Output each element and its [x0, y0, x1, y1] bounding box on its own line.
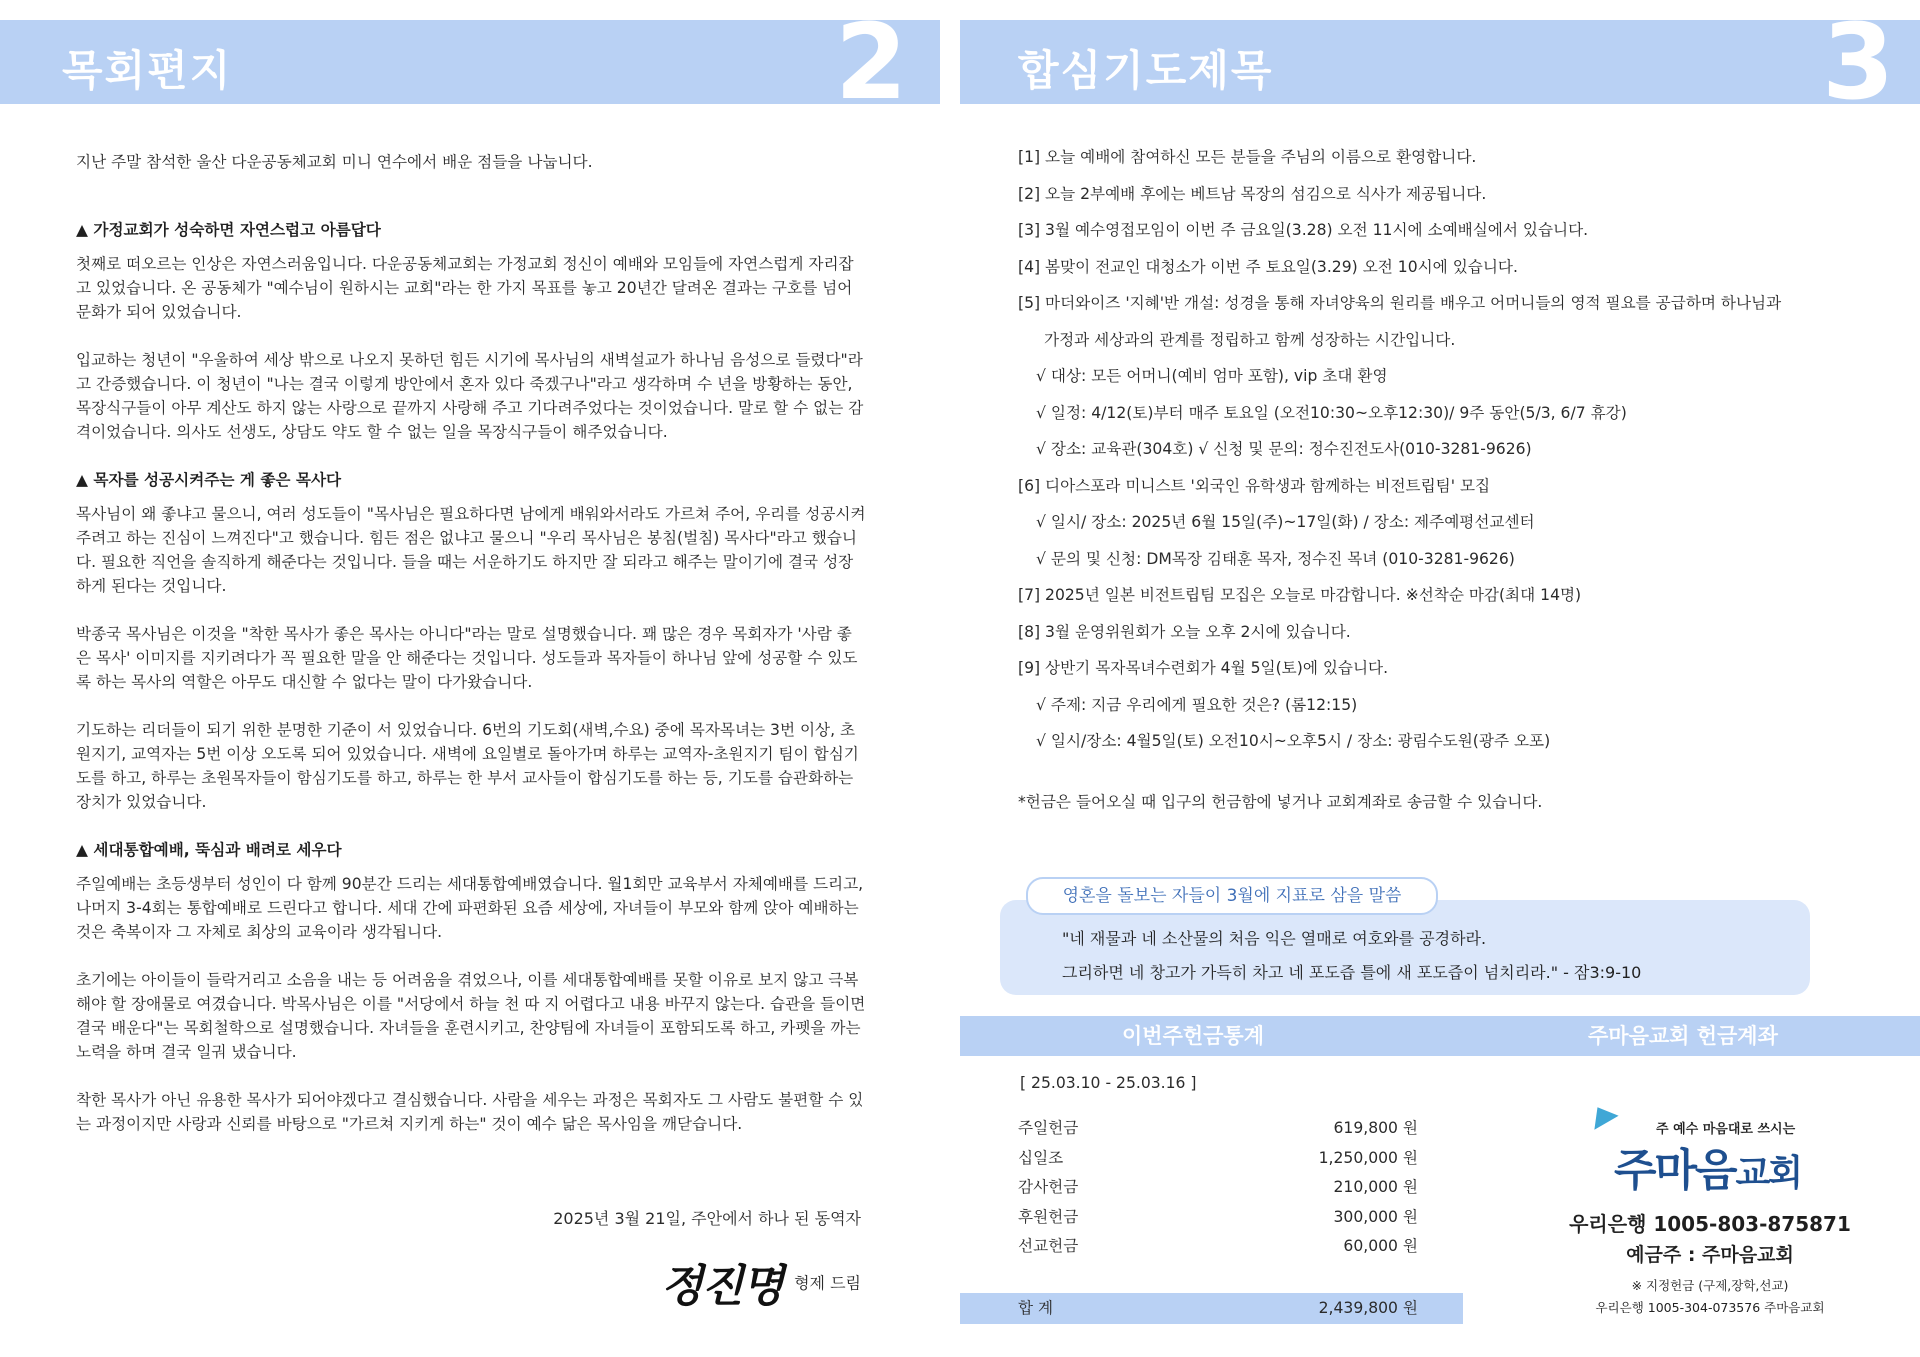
row-label: 감사헌금	[1018, 1178, 1079, 1196]
list-item: [8] 3월 운영위원회가 오늘 오후 2시에 있습니다.	[1018, 622, 1351, 641]
letter-closing: 2025년 3월 21일, 주안에서 하나 된 동역자	[553, 1209, 861, 1228]
list-item: √ 일시/ 장소: 2025년 6월 15일(주)~17일(화) / 장소: 제주예평선교센터	[1036, 513, 1535, 531]
paragraph: 착한 목사가 아닌 유용한 목사가 되어야겠다고 결심했습니다. 사람을 세우는 과정은 목회자도 그 사람도 불편할 수 있는 과정이지만 사랑과 신뢰를 바탕으로 "가르쳐 지키게 하는" 것이 예수 닮은 목사임을 깨닫습니다.	[76, 1091, 864, 1133]
offering-note: *헌금은 들어오실 때 입구의 헌금함에 넣거나 교회계좌로 송금할 수 있습니다.	[1018, 792, 1543, 811]
signature: 정진명	[660, 1261, 783, 1312]
table-row	[1018, 1205, 1418, 1235]
left-page-title: 목회편지	[62, 46, 233, 95]
list-item: √ 문의 및 신청: DM목장 김태훈 목자, 정수진 목녀 (010-3281-9626)	[1036, 549, 1515, 568]
list-item: [9] 상반기 목자목녀수련회가 4월 5일(토)에 있습니다.	[1018, 659, 1389, 677]
paragraph: 목사님이 왜 좋냐고 물으니, 여러 성도들이 "목사님은 필요하다면 남에게 배워와서라도 가르쳐 주어, 우리를 성공시켜주려고 하는 진심이 느껴진다"고 했습니다. 힘든 점은 없냐고 물으니 "우리 목사님은 봉침(벌침) 목사다"라고 했습니다. 필요한 직언을 솔직하게 해준다는 것입니다. 들을 때는 서운하기도 하지만 잘 되라고 해주는 말이기에 결국 성장하게 된다는 것입니다.	[76, 505, 866, 595]
table-row	[1018, 1116, 1418, 1146]
verse-line: 그리하면 네 창고가 가득히 차고 네 포도즙 틀에 새 포도즙이 넘치리라." - 잠3:9-10	[1062, 963, 1642, 982]
offering-heading: 이번주헌금통계	[1122, 1024, 1265, 1048]
list-item: [4] 봄맞이 전교인 대청소가 이번 주 토요일(3.29) 오전 10시에 있습니다.	[1018, 257, 1518, 276]
offering-table	[1018, 1116, 1418, 1264]
row-amount: 300,000 원	[1333, 1207, 1418, 1226]
letter-intro: 지난 주말 참석한 울산 다운공동체교회 미니 연수에서 배운 점들을 나눕니다.	[76, 153, 593, 171]
list-item: [1] 오늘 예배에 참여하신 모든 분들을 주님의 이름으로 환영합니다.	[1018, 148, 1477, 166]
list-item: √ 일정: 4/12(토)부터 매주 토요일 (오전10:30~오후12:30)/ 9주 동안(5/3, 6/7 휴강)	[1036, 403, 1627, 422]
row-label: 주일헌금	[1018, 1119, 1079, 1137]
verse-tab: 영혼을 돌보는 자들이 3월에 지표로 삼을 말씀	[1026, 877, 1438, 915]
logo-church-word: 교회	[1735, 1153, 1802, 1194]
account-holder: 예금주 : 주마음교회	[1626, 1244, 1794, 1266]
signature-suffix: 형제 드림	[794, 1273, 861, 1293]
pastoral-letter	[76, 150, 866, 1160]
verse-line: "네 재물과 네 소산물의 처음 익은 열매로 여호와를 공경하라.	[1062, 929, 1487, 948]
paragraph: 박종국 목사님은 이것을 "착한 목사가 좋은 목사는 아니다"라는 말로 설명했습니다. 꽤 많은 경우 목회자가 '사람 좋은 목사' 이미지를 지키려다가 꼭 필요한 말을 안 해준다는 것입니다. 성도들과 목자들이 하나님 앞에 성공할 수 있도록 하는 목사의 역할은 아무도 대신할 수 없다는 말이 다가왔습니다.	[76, 625, 858, 691]
list-item: √ 장소: 교육관(304호) √ 신청 및 문의: 정수진전도사(010-3281-9626)	[1036, 440, 1532, 458]
list-item: √ 대상: 모든 어머니(예비 엄마 포함), vip 초대 환영	[1036, 367, 1388, 385]
left-header-band	[0, 1, 940, 123]
logo-arrow-icon	[1585, 1100, 1618, 1130]
row-label: 십일조	[1018, 1148, 1064, 1167]
row-amount: 60,000 원	[1343, 1237, 1418, 1255]
designated-note: ※ 지정헌금 (구제,장학,선교)	[1631, 1278, 1789, 1293]
offering-period: [ 25.03.10 - 25.03.16 ]	[1020, 1074, 1197, 1092]
section-heading: ▲ 세대통합예배, 뚝심과 배려로 세우다	[76, 841, 342, 859]
list-item: [3] 3월 예수영접모임이 이번 주 금요일(3.28) 오전 11시에 소예배실에서 있습니다.	[1018, 221, 1589, 239]
list-item: √ 일시/장소: 4월5일(토) 오전10시~오후5시 / 장소: 광림수도원(광주 오포)	[1036, 732, 1551, 750]
total-amount: 2,439,800 원	[1318, 1299, 1418, 1317]
row-label: 후원헌금	[1018, 1207, 1079, 1226]
bank-account: 우리은행 1005-803-875871	[1569, 1212, 1851, 1236]
section-heading: ▲ 가정교회가 성숙하면 자연스럽고 아름답다	[76, 221, 381, 239]
paragraph: 입교하는 청년이 "우울하여 세상 밖으로 나오지 못하던 힘든 시기에 목사님의 새벽설교가 하나님 음성으로 들렸다"라고 간증했습니다. 이 청년이 "나는 결국 이렇게 방안에서 혼자 있다 죽겠구나"라고 생각하며 수 년을 방황하는 동안, 목장식구들이 아무 계산도 하지 않는 사랑으로 끝까지 사랑해 주고 기다려주었다는 것이었습니다. 말로 할 수 없는 감격이었습니다. 의사도 선생도, 상담도 약도 할 수 없는 일을 목장식구들이 해주었습니다.	[76, 351, 864, 441]
designated-account: 우리은행 1005-304-073576 주마음교회	[1595, 1300, 1825, 1315]
row-amount: 210,000 원	[1333, 1178, 1418, 1196]
row-amount: 619,800 원	[1333, 1119, 1418, 1137]
account-heading: 주마음교회 헌금계좌	[1588, 1024, 1778, 1048]
row-amount: 1,250,000 원	[1318, 1148, 1418, 1167]
right-header-band	[960, 1, 1920, 123]
paragraph: 기도하는 리더들이 되기 위한 분명한 기준이 서 있었습니다. 6번의 기도회(새벽,수요) 중에 목자목녀는 3번 이상, 초원지기, 교역자는 5번 이상 오도록 되어 있었습니다. 새벽에 요일별로 돌아가며 하루는 교역자-초원지기 팀이 합심기도를 하고, 하루는 초원목자들이 함심기도를 하고, 하루는 한 부서 교사들이 합심기도를 하는 등, 기도를 습관화하는 장치가 있었습니다.	[76, 721, 859, 811]
list-item: [2] 오늘 2부예배 후에는 베트남 목장의 섬김으로 식사가 제공됩니다.	[1018, 184, 1487, 203]
paragraph: 주일예배는 초등생부터 성인이 다 함께 90분간 드리는 세대통합예배였습니다. 월1회만 교육부서 자체예배를 드리고, 나머지 3-4회는 통합예배로 드린다고 합니다. 세대 간에 파편화된 요즘 세상에, 자녀들이 부모와 함께 앉아 예배하는 것은 축복이자 그 자체로 최상의 교육이라 생각됩니다.	[76, 875, 864, 941]
list-item: [7] 2025년 일본 비전트립팀 모집은 오늘로 마감합니다. ※선착순 마감(최대 14명)	[1018, 586, 1582, 604]
total-label: 합 계	[1018, 1299, 1054, 1317]
table-row	[1018, 1146, 1418, 1176]
church-logo	[1614, 1134, 1801, 1198]
list-item: 가정과 세상과의 관계를 정립하고 함께 성장하는 시간입니다.	[1044, 330, 1456, 349]
logo-name: 주마음	[1614, 1145, 1736, 1196]
table-row	[1018, 1175, 1418, 1205]
section-heading: ▲ 목자를 성공시켜주는 게 좋은 목사다	[76, 471, 342, 489]
logo-tagline: 주 예수 마음대로 쓰시는	[1656, 1122, 1796, 1137]
right-page-title: 합심기도제목	[1018, 46, 1274, 95]
prayer-list	[1018, 145, 1858, 814]
list-item: √ 주제: 지금 우리에게 필요한 것은? (롬12:15)	[1036, 695, 1358, 714]
right-page-number: 3	[1822, 1, 1895, 123]
list-item: [5] 마더와이즈 '지혜'반 개설: 성경을 통해 자녀양육의 원리를 배우고 어머니들의 영적 필요를 공급하며 하나님과	[1018, 294, 1782, 312]
signature-line	[76, 1250, 861, 1314]
paragraph: 첫째로 떠오르는 인상은 자연스러움입니다. 다운공동체교회는 가정교회 정신이 예배와 모임들에 자연스럽게 자리잡고 있었습니다. 온 공동체가 "예수님이 원하시는 교회"라는 한 가지 목표를 놓고 20년간 달려온 결과는 구호를 넘어 문화가 되어 있었습니다.	[76, 255, 854, 321]
row-label: 선교헌금	[1018, 1237, 1079, 1255]
verse-text	[1062, 922, 1641, 990]
table-row	[1018, 1234, 1418, 1264]
list-item: [6] 디아스포라 미니스트 '외국인 유학생과 함께하는 비전트립팀' 모집	[1018, 476, 1491, 495]
paragraph: 초기에는 아이들이 들락거리고 소음을 내는 등 어려움을 겪었으나, 이를 세대통합예배를 못할 이유로 보지 않고 극복해야 할 장애물로 여겼습니다. 박목사님은 이를 "서당에서 하늘 천 따 지 어렵다고 내용 바꾸지 않는다. 습관을 들이면 결국 배운다"는 목회철학으로 설명했습니다. 자녀들을 훈련시키고, 찬양팀에 자녀들이 포함되도록 하고, 카펫을 까는 노력을 하며 결국 일궈 냈습니다.	[76, 971, 866, 1061]
total-row	[1018, 1293, 1418, 1324]
left-page-number: 2	[835, 1, 908, 123]
